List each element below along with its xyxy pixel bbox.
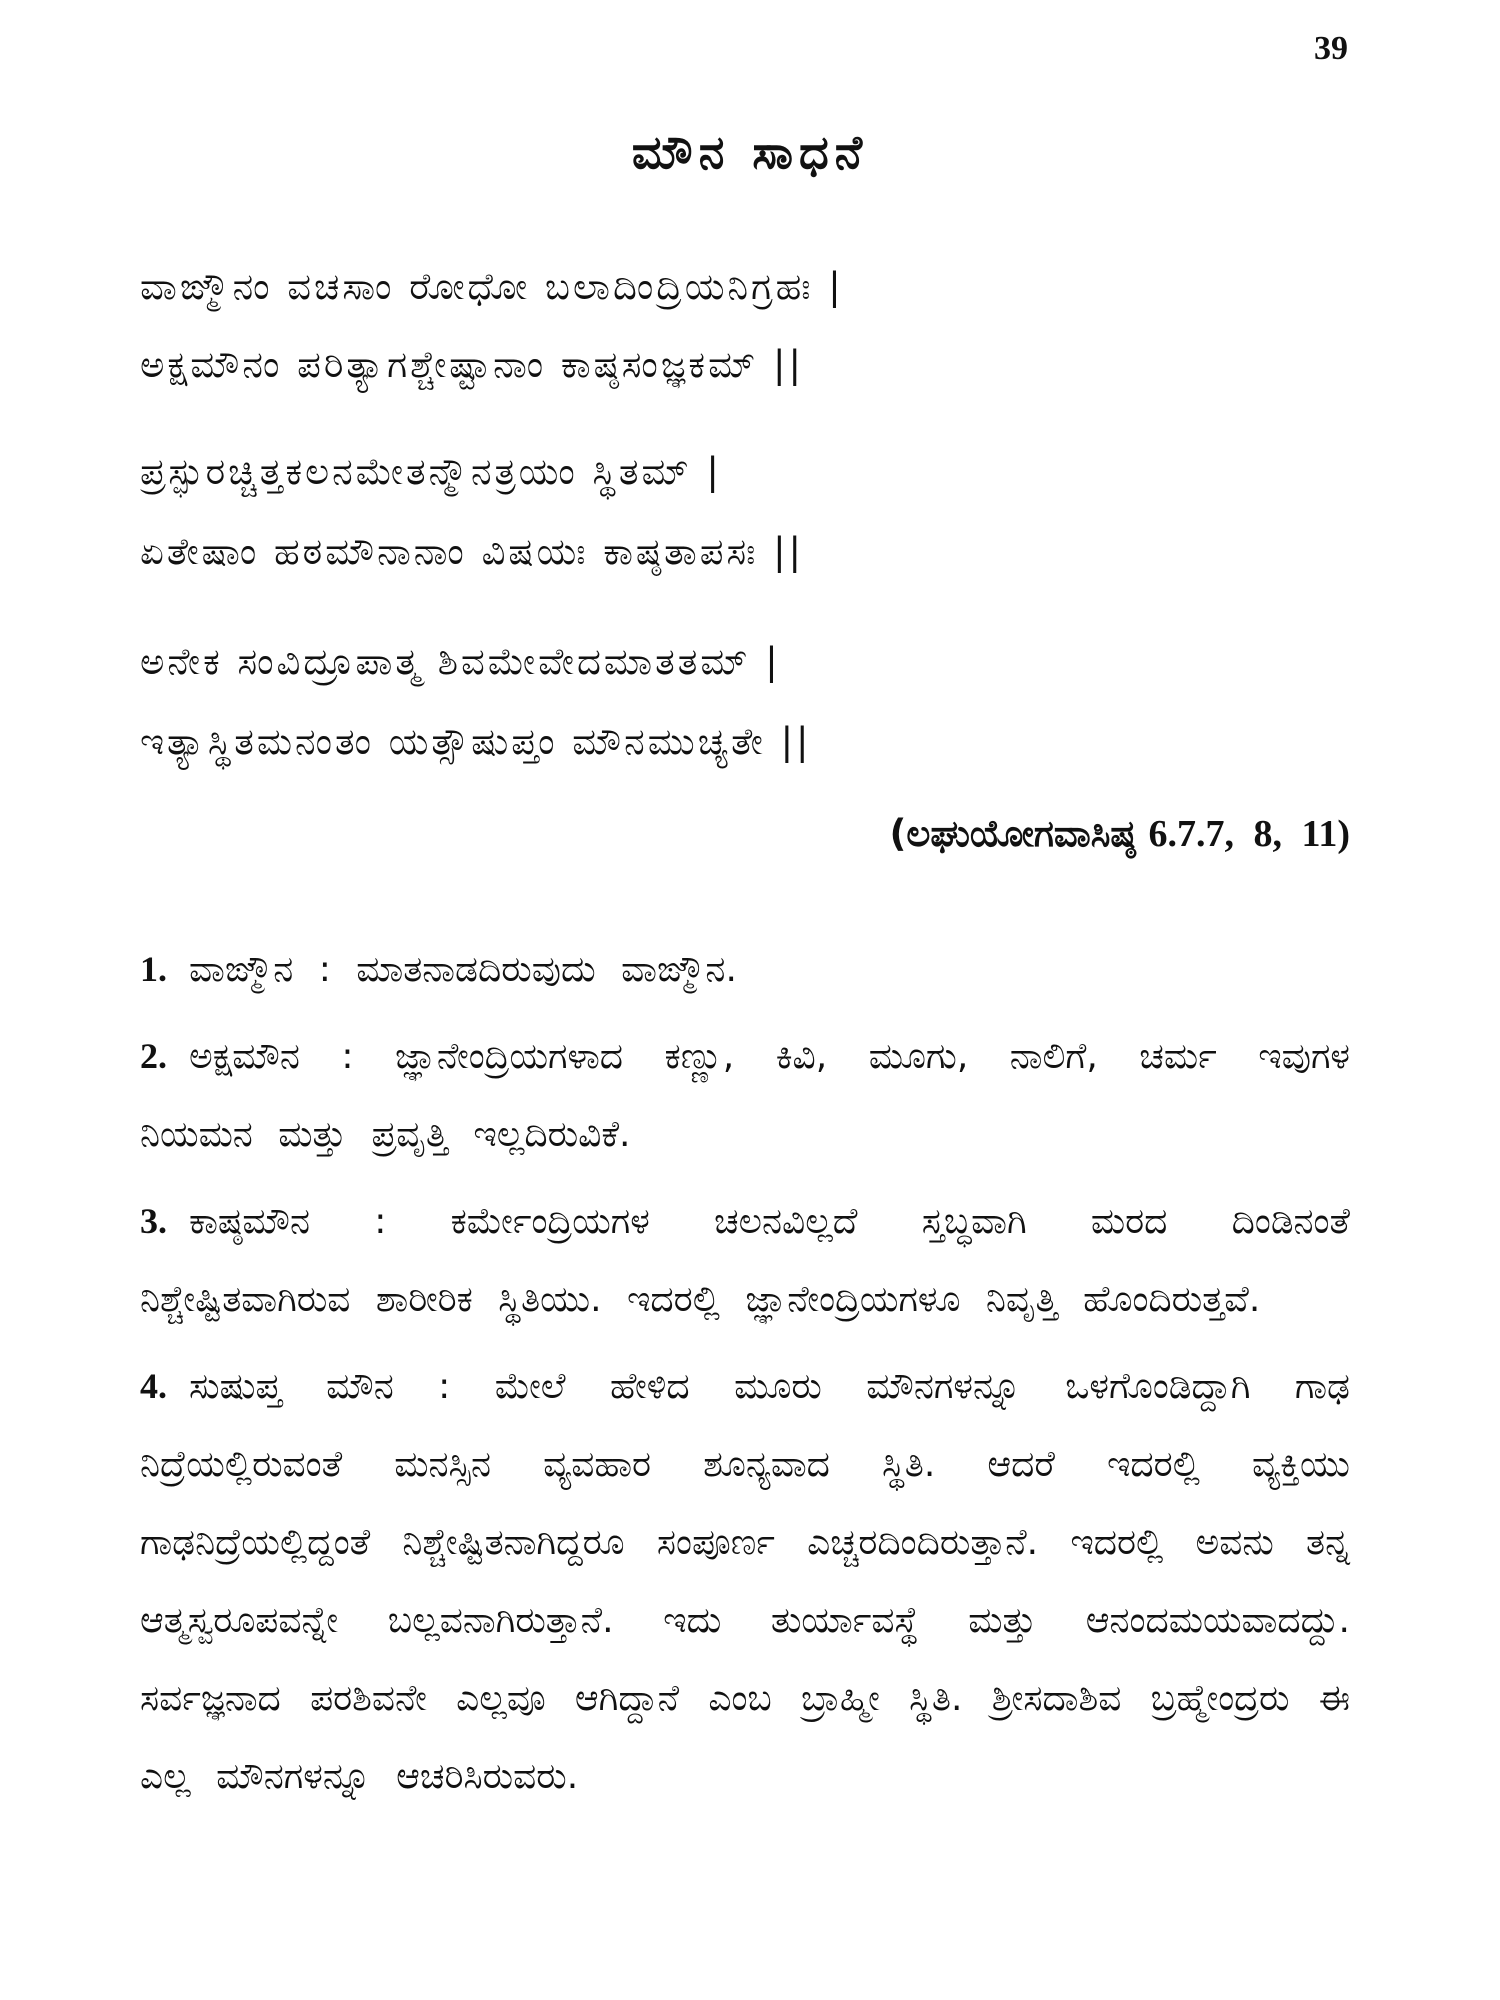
verse-line-5: ಅನೇಕ ಸಂವಿದ್ರೂಪಾತ್ಮ ಶಿವಮೇವೇದಮಾತತಮ್ | (140, 640, 781, 683)
citation-source: (ಲಘುಯೋಗವಾಸಿಷ್ಠ (889, 812, 1136, 855)
definition-number: 3. (140, 1201, 167, 1241)
verse-line-3: ಪ್ರಸ್ಫುರಚ್ಚಿತ್ತಕಲನಮೇತನ್ಮೌನತ್ರಯಂ ಸ್ಥಿತಮ್ | (140, 450, 722, 493)
citation-reference: 6.7.7, 8, 11) (1148, 813, 1350, 855)
definition-text: ಸುಷುಪ್ತ ಮೌನ : ಮೇಲೆ ಹೇಳಿದ ಮೂರು ಮೌನಗಳನ್ನೂ ಒಳಗೊಂಡಿದ್ದಾಗಿ ಗಾಢ ನಿದ್ರೆಯಲ್ಲಿರುವಂತೆ ಮನಸ್ಸಿನ ವ್ಯವಹಾರ ಶೂನ್ಯವಾದ ಸ್ಥಿತಿ. ಆದರೆ ಇದರಲ್ಲಿ ವ್ಯಕ್ತಿಯು ಗಾಢನಿದ್ರೆಯಲ್ಲಿದ್ದಂತೆ ನಿಶ್ಚೇಷ್ಟಿತನಾಗಿದ್ದರೂ ಸಂಪೂರ್ಣ ಎಚ್ಚರದಿಂದಿರುತ್ತಾನೆ. ಇದರಲ್ಲಿ ಅವನು ತನ್ನ ಆತ್ಮಸ್ವರೂಪವನ್ನೇ ಬಲ್ಲವನಾಗಿರುತ್ತಾನೆ. ಇದು ತುರ್ಯಾವಸ್ಥೆ ಮತ್ತು ಆನಂದಮಯವಾದದ್ದು. ಸರ್ವಜ್ಞನಾದ ಪರಶಿವನೇ ಎಲ್ಲವೂ ಆಗಿದ್ದಾನೆ ಎಂಬ ಬ್ರಾಹ್ಮೀ ಸ್ಥಿತಿ. ಶ್ರೀಸದಾಶಿವ ಬ್ರಹ್ಮೇಂದ್ರರು ಈ ಎಲ್ಲ ಮೌನಗಳನ್ನೂ ಆಚರಿಸಿರುವರು. (140, 1366, 1350, 1797)
definitions-list (140, 930, 1350, 1824)
definition-number: 1. (140, 949, 167, 989)
page-title: ಮೌನ ಸಾಧನೆ (631, 125, 869, 179)
verse-line-1: ವಾಙ್ಮೌನಂ ವಚಸಾಂ ರೋಧೋ ಬಲಾದಿಂದ್ರಿಯನಿಗ್ರಹಃ | (140, 265, 844, 308)
definition-number: 4. (140, 1366, 167, 1406)
verse-line-4: ಏತೇಷಾಂ ಹಠಮೌನಾನಾಂ ವಿಷಯಃ ಕಾಷ್ಠತಾಪಸಃ || (140, 530, 805, 573)
verse-line-6: ಇತ್ಯಾಸ್ಥಿತಮನಂತಂ ಯತ್ಸೌಷುಪ್ತಂ ಮೌನಮುಚ್ಯತೇ || (140, 720, 812, 763)
definition-item (140, 930, 1350, 1009)
definition-text: ಕಾಷ್ಠಮೌನ : ಕರ್ಮೇಂದ್ರಿಯಗಳ ಚಲನವಿಲ್ಲದೆ ಸ್ತಬ್ಧವಾಗಿ ಮರದ ದಿಂಡಿನಂತೆ ನಿಶ್ಚೇಷ್ಟಿತವಾಗಿರುವ ಶಾರೀರಿಕ ಸ್ಥಿತಿಯು. ಇದರಲ್ಲಿ ಜ್ಞಾನೇಂದ್ರಿಯಗಳೂ ನಿವೃತ್ತಿ ಹೊಂದಿರುತ್ತವೆ. (140, 1201, 1350, 1320)
definition-item (140, 1017, 1350, 1174)
definition-text: ಅಕ್ಷಮೌನ : ಜ್ಞಾನೇಂದ್ರಿಯಗಳಾದ ಕಣ್ಣು, ಕಿವಿ, ಮೂಗು, ನಾಲಿಗೆ, ಚರ್ಮ ಇವುಗಳ ನಿಯಮನ ಮತ್ತು ಪ್ರವೃತ್ತಿ ಇಲ್ಲದಿರುವಿಕೆ. (140, 1036, 1350, 1155)
definition-text: ವಾಙ್ಮೌನ : ಮಾತನಾಡದಿರುವುದು ವಾಙ್ಮೌನ. (189, 949, 737, 990)
definition-item (140, 1347, 1350, 1816)
page-number: 39 (1314, 30, 1348, 67)
definition-item (140, 1182, 1350, 1339)
verse-line-2: ಅಕ್ಷಮೌನಂ ಪರಿತ್ಯಾಗಶ್ಚೇಷ್ಟಾನಾಂ ಕಾಷ್ಠಸಂಜ್ಞಕಮ್ || (140, 343, 804, 386)
definition-number: 2. (140, 1036, 167, 1076)
verse-citation (889, 812, 1350, 856)
